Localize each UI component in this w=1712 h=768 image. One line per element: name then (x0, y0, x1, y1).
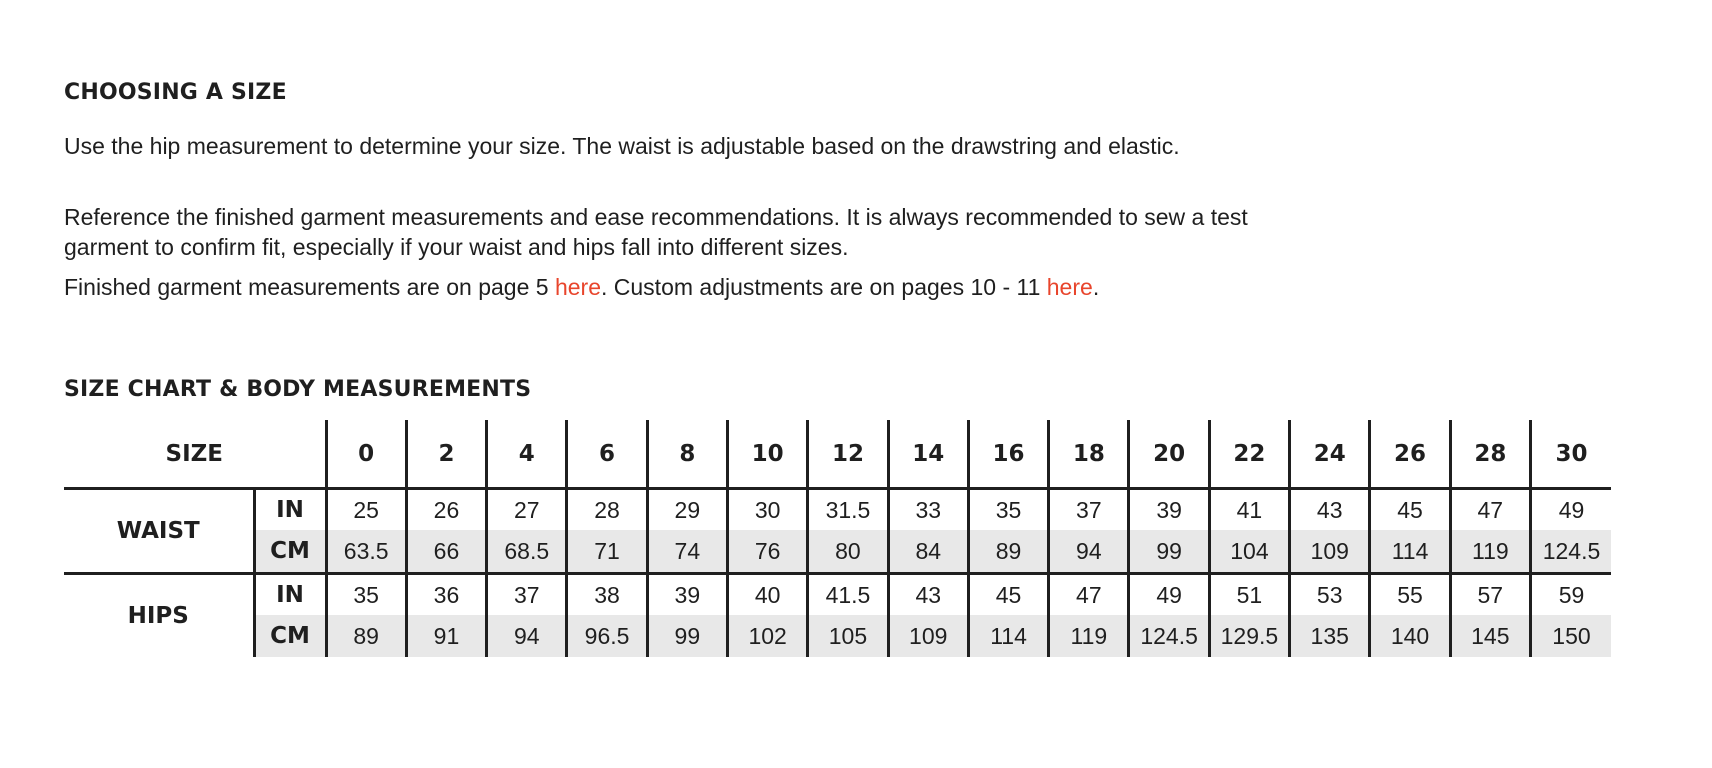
measurement-cell: 68.5 (487, 530, 567, 574)
measurement-group-label: WAIST (64, 489, 254, 574)
size-header-row (64, 420, 1611, 489)
measurement-cell: 89 (968, 530, 1048, 574)
measurement-cell: 28 (567, 489, 647, 531)
measurement-cell: 89 (326, 615, 406, 657)
size-header-cell: 4 (487, 420, 567, 489)
measurement-cell: 102 (728, 615, 808, 657)
measurement-cell: 59 (1530, 574, 1611, 616)
measurement-group-label: HIPS (64, 574, 254, 658)
measurement-row (64, 530, 1611, 574)
size-header-cell: 12 (808, 420, 888, 489)
measurement-cell: 51 (1209, 574, 1289, 616)
measurement-cell: 99 (1129, 530, 1209, 574)
measurement-cell: 31.5 (808, 489, 888, 531)
measurement-cell: 94 (1049, 530, 1129, 574)
size-chart-body (64, 489, 1611, 658)
size-header-cell: 24 (1290, 420, 1370, 489)
size-header-cell: 22 (1209, 420, 1289, 489)
measurement-cell: 91 (406, 615, 486, 657)
page-5-link[interactable]: here (554, 274, 601, 300)
size-header-cell: 14 (888, 420, 968, 489)
measurement-cell: 37 (487, 574, 567, 616)
size-chart-table (64, 420, 1611, 657)
measurement-cell: 43 (888, 574, 968, 616)
measurement-cell: 45 (968, 574, 1048, 616)
unit-label: IN (276, 582, 304, 608)
measurement-cell: 80 (808, 530, 888, 574)
size-header-cell: 18 (1049, 420, 1129, 489)
measurement-cell: 124.5 (1530, 530, 1611, 574)
size-header-cell: 10 (728, 420, 808, 489)
measurement-cell: 38 (567, 574, 647, 616)
size-header-cell: 2 (406, 420, 486, 489)
size-header-cell: 8 (647, 420, 727, 489)
measurement-cell: 99 (647, 615, 727, 657)
measurement-cell: 66 (406, 530, 486, 574)
measurement-cell: 74 (647, 530, 727, 574)
unit-label: IN (276, 497, 304, 523)
measurement-cell: 57 (1450, 574, 1530, 616)
size-header-cell: 30 (1530, 420, 1611, 489)
measurement-cell: 41.5 (808, 574, 888, 616)
measurement-cell: 36 (406, 574, 486, 616)
measurement-cell: 114 (1370, 530, 1450, 574)
measurement-cell: 49 (1530, 489, 1611, 531)
measurement-cell: 47 (1450, 489, 1530, 531)
measurement-cell: 109 (888, 615, 968, 657)
measurement-cell: 114 (968, 615, 1048, 657)
pages-10-11-link[interactable]: here (1046, 274, 1093, 300)
measurement-cell: 94 (487, 615, 567, 657)
choosing-a-size-heading: CHOOSING A SIZE (64, 80, 287, 105)
p3-text-a: Finished garment measurements are on page 5 (64, 274, 555, 300)
measurement-cell: 40 (728, 574, 808, 616)
measurement-cell: 43 (1290, 489, 1370, 531)
measurement-cell: 76 (728, 530, 808, 574)
measurement-row (64, 489, 1611, 531)
unit-label: CM (254, 615, 326, 657)
measurement-cell: 39 (647, 574, 727, 616)
measurement-cell: 37 (1049, 489, 1129, 531)
measurement-cell: 129.5 (1209, 615, 1289, 657)
measurement-cell: 104 (1209, 530, 1289, 574)
measurement-cell: 49 (1129, 574, 1209, 616)
measurement-cell: 25 (326, 489, 406, 531)
measurement-cell: 135 (1290, 615, 1370, 657)
measurement-cell: 35 (326, 574, 406, 616)
hip-measurement-paragraph: Use the hip measurement to determine your size. The waist is adjustable based on the drawstring and elastic. (64, 133, 1180, 159)
finished-garment-paragraph (64, 272, 1304, 302)
size-header-cell: 6 (567, 420, 647, 489)
p3-text-b: . Custom adjustments are on pages 10 - 11 (601, 274, 1047, 300)
measurement-cell: 53 (1290, 574, 1370, 616)
measurement-cell: 30 (728, 489, 808, 531)
measurement-cell: 55 (1370, 574, 1450, 616)
p3-text-c: . (1092, 274, 1100, 300)
measurement-cell: 27 (487, 489, 567, 531)
measurement-cell: 33 (888, 489, 968, 531)
measurement-cell: 119 (1450, 530, 1530, 574)
size-header-cell: 20 (1129, 420, 1209, 489)
measurement-cell: 150 (1530, 615, 1611, 657)
size-chart-heading: SIZE CHART & BODY MEASUREMENTS (64, 377, 532, 402)
measurement-cell: 96.5 (567, 615, 647, 657)
measurement-cell: 119 (1049, 615, 1129, 657)
size-header-cell: 28 (1450, 420, 1530, 489)
measurement-cell: 26 (406, 489, 486, 531)
size-header-cell: 16 (968, 420, 1048, 489)
measurement-row (64, 574, 1611, 616)
measurement-cell: 105 (808, 615, 888, 657)
measurement-cell: 35 (968, 489, 1048, 531)
unit-label: CM (254, 530, 326, 574)
size-header-cell: 0 (326, 420, 406, 489)
reference-paragraph: Reference the finished garment measurements and ease recommendations. It is always recommended to sew a test garment to confirm fit, especially if your waist and hips fall into different sizes. (64, 204, 1248, 260)
measurement-cell: 84 (888, 530, 968, 574)
measurement-row (64, 615, 1611, 657)
measurement-cell: 45 (1370, 489, 1450, 531)
measurement-cell: 63.5 (326, 530, 406, 574)
measurement-cell: 124.5 (1129, 615, 1209, 657)
measurement-cell: 109 (1290, 530, 1370, 574)
measurement-cell: 145 (1450, 615, 1530, 657)
size-label: SIZE (64, 420, 326, 489)
measurement-cell: 71 (567, 530, 647, 574)
measurement-cell: 39 (1129, 489, 1209, 531)
measurement-cell: 29 (647, 489, 727, 531)
measurement-cell: 47 (1049, 574, 1129, 616)
size-header-cell: 26 (1370, 420, 1450, 489)
measurement-cell: 41 (1209, 489, 1289, 531)
measurement-cell: 140 (1370, 615, 1450, 657)
